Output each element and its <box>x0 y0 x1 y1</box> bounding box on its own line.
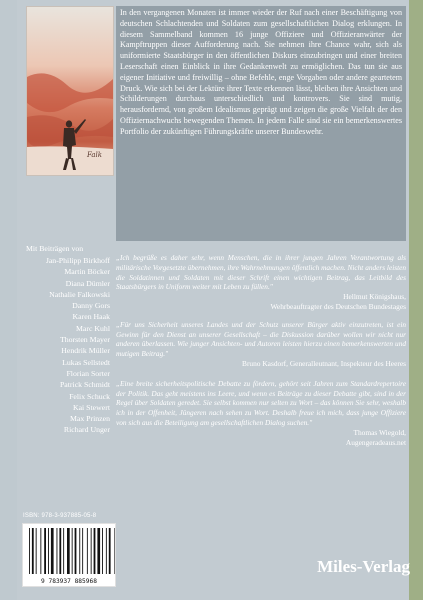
author-name: Max Prinzen <box>69 414 110 424</box>
barcode-bar <box>91 528 92 574</box>
barcode-bar <box>36 528 37 574</box>
author-name: Diana Dümler <box>65 278 110 288</box>
author-name: Danny Gors <box>72 301 110 311</box>
barcode <box>22 523 116 587</box>
quote-author: Bruno Kasdorf, Generalleutnant, Inspekteur des Heeres <box>242 358 406 368</box>
book-spine <box>409 0 423 600</box>
barcode-bar <box>63 528 64 574</box>
quote-author: Hellmut Königshaus, <box>343 292 406 302</box>
author-name: Jan-Philipp Birkhoff <box>45 256 110 265</box>
barcode-bar <box>106 528 107 574</box>
authors-heading: Mit Beiträgen von <box>26 244 84 253</box>
barcode-bar <box>40 528 41 574</box>
author-name: Hendrik Müller <box>61 346 110 356</box>
svg-text:Falk: Falk <box>87 151 103 159</box>
barcode-bar <box>114 528 115 574</box>
author-name: Martin Böcker <box>64 267 110 277</box>
quote-text: „Ich begrüße es daher sehr, wenn Menschen, die in ihrer jungen Jahren Verantwortung als militärische Vorgesetzte übernehmen, ihre Wahrnehmungen öffentlich machen. Nicht anders leisten die Soldatinnen und Soldaten mit dieser Schrift einen wichtigen Beitrag, das Leitbild des Staatsbürgers in Uniform weiter mit Leben zu füllen." <box>116 253 406 292</box>
barcode-bar <box>29 528 30 574</box>
barcode-bar <box>57 528 58 574</box>
quote-role: Wehrbeauftragter des Deutschen Bundestages <box>270 301 406 311</box>
author-name: Patrick Schmidt <box>59 380 110 390</box>
barcode-bar <box>97 528 100 574</box>
barcode-bar <box>44 528 46 574</box>
barcode-bar <box>59 528 61 574</box>
barcode-bar <box>51 528 54 574</box>
barcode-bar <box>79 528 80 574</box>
isbn-label: ISBN: 978-3-937885-05-8 <box>23 513 97 519</box>
quote-text: „Für uns Sicherheit unseres Landes und der Schutz unserer Bürger aktiv einzutreten, ist ein Gewinn für den Dienst an unserer Gesellschaft – die Diskussion darüber wollen wir nicht nur anderen überlassen. Wie junger Ansichten- und Autoren leisten hierzu einen bemerkenswerten und mutigen Beitrag." <box>116 319 406 359</box>
barcode-bar <box>82 528 83 574</box>
barcode-bar <box>87 528 88 574</box>
author-name: Kai Stewert <box>72 402 110 412</box>
author-name: Thorsten Mayer <box>59 335 110 345</box>
barcode-digits: 9 783937 885968 <box>41 578 97 585</box>
author-name: Karen Haak <box>72 312 110 322</box>
publisher-name: Miles-Verlag <box>317 557 410 576</box>
quote-text: „Eine breite sicherheitspolitische Debatte zu fördern, gehört seit Jahren zum Standardrepertoire der Politik. Das geht meistens ins Leere, und wenn es Beiträge zu dieser Debatte gibt, sind in der Regel über Soldaten geredet. Sie selbst kommen nur selten zu Wort – das können Sie sehr, weshalb ich in der Offenheit, Jüngeren nach sehen zu Wort. Deshalb freue ich mich, dass junge Offiziere von sich aus die Beteiligung am gesellschaftlichen Dialog suchen." <box>116 378 406 427</box>
intro-paragraph: In den vergangenen Monaten ist immer wieder der Ruf nach einer Beschäftigung von deutschen Schlachtenden und Soldaten zum gesellschaftlichen Dialog erklungen. In diesem Sammelband kommen 16 junge Offiziere und Offizieranwärter der Kampftruppen dieser Aufforderung nach. Sie nehmen ihre Chance wahr, sich als uniformierte Staatsbürger in den öffentlichen Diskurs einzubringen und einer breiten Leserschaft einen Einblick in ihre Gedankenwelt zu ermöglichen. Das tun sie aus eigener Initiative und freiwillig – ohne Befehle, enge Vorgaben oder andere geartetem Druck. Wie sich bei der Lektüre ihrer Texte erkennen lässt, bleiben ihre Ansichten und Schilderungen durchaus unterschiedlich und kontrovers. Sie sind mutig, herausfordernd, von großem Idealismus geprägt und zeigen die große Vielfalt der den Offiziernachwuchs bewegenden Themen. In jedem Falle sind sie ein bemerkenswertes Portfolio der zukünftigen Führungskräfte unserer Bundeswehr. <box>120 8 402 136</box>
author-name: Florian Sorter <box>66 368 110 378</box>
quote-role: Augengeradeaus.net <box>345 437 406 447</box>
author-name: Nathalie Falkowski <box>49 289 110 299</box>
author-name: Marc Kuhl <box>76 323 110 333</box>
barcode-bar <box>102 528 103 574</box>
barcode-bar <box>75 528 77 574</box>
author-name: Felix Schuck <box>69 391 110 401</box>
barcode-bar <box>48 528 49 574</box>
author-name: Richard Unger <box>63 425 110 435</box>
author-name: Lukas Sellstedt <box>62 357 110 367</box>
barcode-bar <box>67 528 70 574</box>
barcode-bar <box>109 528 111 574</box>
cover-illustration <box>26 6 114 176</box>
quote-author: Thomas Wiegold, <box>353 427 406 437</box>
intro-text-box <box>116 6 406 241</box>
authors-list <box>20 255 110 436</box>
quotes-section <box>116 253 406 447</box>
barcode-bar <box>32 528 34 574</box>
barcode-bar <box>72 528 73 574</box>
barcode-bar <box>94 528 96 574</box>
